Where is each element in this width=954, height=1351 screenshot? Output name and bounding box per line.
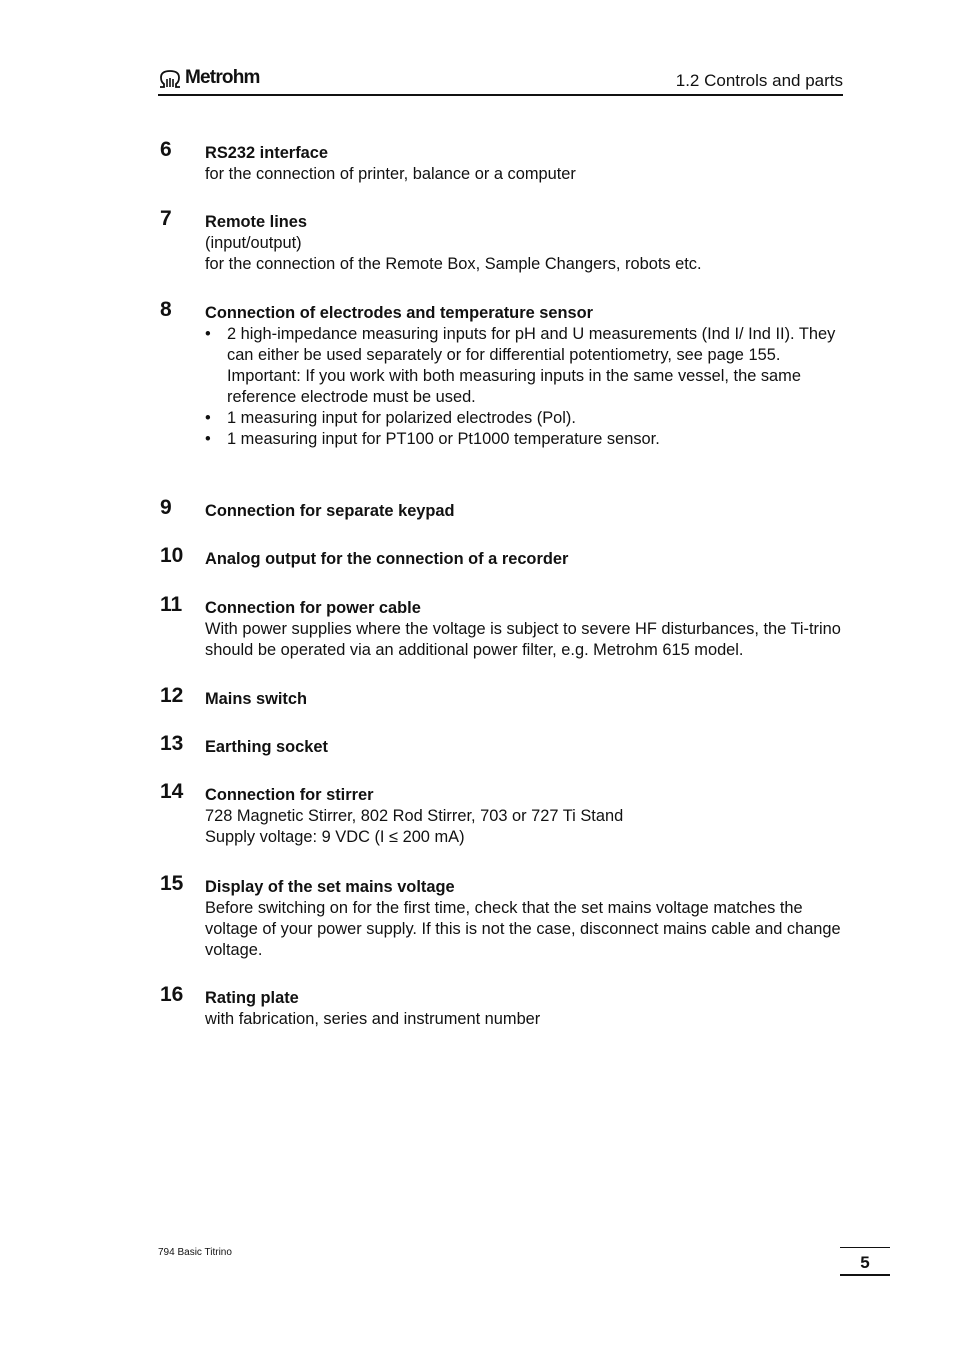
- item-text: for the connection of printer, balance or a computer: [205, 165, 576, 183]
- item-number: 16: [160, 983, 184, 1006]
- item-text: Supply voltage: 9 VDC (I ≤ 200 mA): [205, 828, 465, 846]
- item-text: Before switching on for the first time, check that the set mains voltage matches the voltage of your power supply. If this is not the case, disconnect mains cable and change voltage.: [205, 899, 841, 959]
- item-text: for the connection of the Remote Box, Sample Changers, robots etc.: [205, 255, 702, 273]
- bullet-item: [205, 429, 845, 450]
- page-number: 5: [860, 1253, 870, 1272]
- item-number: 8: [160, 298, 172, 321]
- item-title: Connection for stirrer: [205, 786, 374, 804]
- bullet-text: 2 high-impedance measuring inputs for pH and U measurements (Ind I/ Ind II). They can either be used separately or for differential potentiometry, see page 155.: [227, 325, 836, 364]
- item-number: 6: [160, 138, 172, 161]
- bullet-icon: •: [205, 409, 211, 427]
- item-text: 728 Magnetic Stirrer, 802 Rod Stirrer, 703 or 727 Ti Stand: [205, 807, 624, 825]
- item-number: 10: [160, 544, 184, 567]
- bullet-list: [205, 324, 845, 450]
- item-number: 14: [160, 780, 184, 803]
- item-title: Connection of electrodes and temperature sensor: [205, 304, 593, 322]
- footer-doc-name: 794 Basic Titrino: [158, 1247, 232, 1258]
- page-number-box: [840, 1247, 890, 1276]
- item-title: Connection for power cable: [205, 599, 421, 617]
- item-title: Connection for separate keypad: [205, 502, 455, 520]
- bullet-text: 1 measuring input for polarized electrodes (Pol).: [227, 409, 576, 427]
- item-number: 15: [160, 872, 184, 895]
- bullet-text: 1 measuring input for PT100 or Pt1000 temperature sensor.: [227, 430, 660, 448]
- metrohm-logo-icon: [158, 67, 182, 89]
- item-number: 9: [160, 496, 172, 519]
- item-title: Mains switch: [205, 690, 308, 708]
- item-title: Rating plate: [205, 989, 299, 1007]
- bullet-item: [205, 408, 845, 429]
- item-number: 12: [160, 684, 184, 707]
- item-title: Display of the set mains voltage: [205, 878, 455, 896]
- item-text: with fabrication, series and instrument number: [205, 1010, 541, 1028]
- item-number: 11: [160, 593, 183, 616]
- page-header: [158, 66, 843, 96]
- bullet-item: [205, 324, 845, 408]
- metrohm-logo: [158, 66, 260, 90]
- item-title: Analog output for the connection of a recorder: [205, 550, 569, 568]
- bullet-note: Important: If you work with both measuring inputs in the same vessel, the same reference electrode must be used.: [227, 367, 801, 406]
- item-number: 7: [160, 207, 172, 230]
- item-number: 13: [160, 732, 184, 755]
- section-title: 1.2 Controls and parts: [675, 71, 843, 90]
- bullet-icon: •: [205, 430, 211, 448]
- item-title: Remote lines: [205, 213, 308, 231]
- bullet-icon: •: [205, 325, 211, 343]
- item-text: With power supplies where the voltage is subject to severe HF disturbances, the Ti-trino should be operated via an additional power filter, e.g. Metrohm 615 model.: [205, 620, 841, 659]
- logo-text: Metrohm: [185, 67, 260, 88]
- item-text: (input/output): [205, 234, 302, 252]
- item-title: Earthing socket: [205, 738, 328, 756]
- item-title: RS232 interface: [205, 144, 328, 162]
